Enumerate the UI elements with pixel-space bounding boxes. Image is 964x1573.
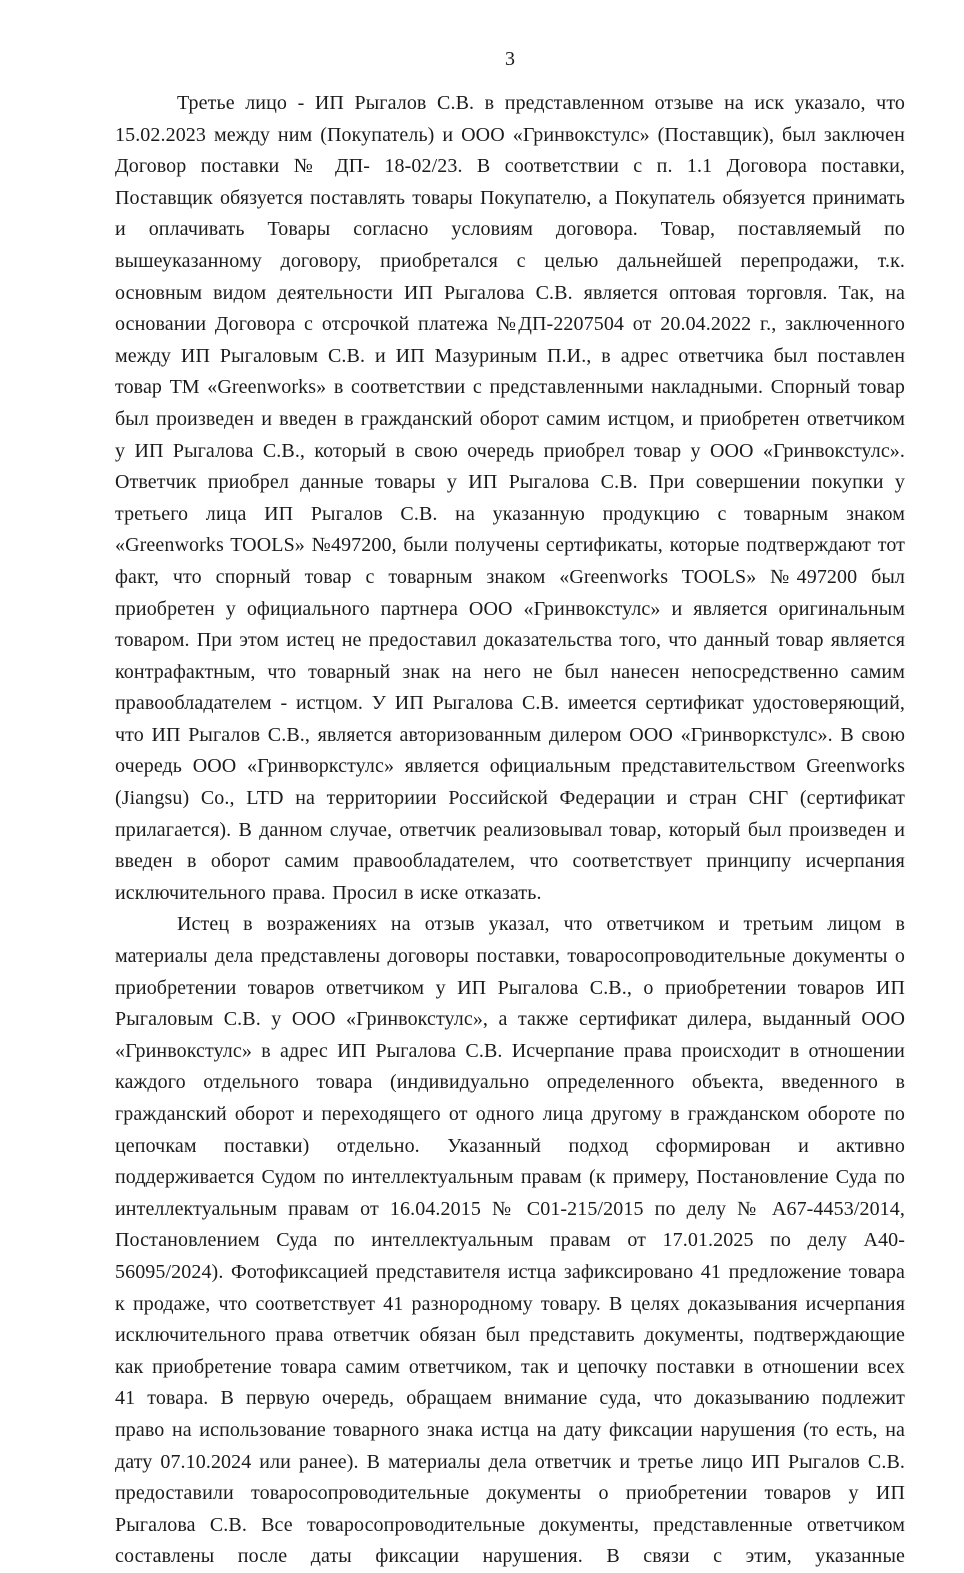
body-paragraph-1: Третье лицо - ИП Рыгалов С.В. в представленном отзыве на иск указало, что 15.02.2023 между ним (Покупатель) и ООО «Гринвокстулс» (Поставщик), был заключен Договор поставки № ДП- 18-02/23. В соответствии с п. 1.1 Договора поставки, Поставщик обязуется поставлять товары Покупателю, а Покупатель обязуется принимать и оплачивать Товары согласно условиям договора. Товар, поставляемый по вышеуказанному договору, приобретался с целью дальнейшей перепродажи, т.к. основным видом деятельности ИП Рыгалова С.В. является оптовая торговля. Так, на основании Договора с отсрочкой платежа №ДП-2207504 от 20.04.2022 г., заключенного между ИП Рыгаловым С.В. и ИП Мазуриным П.И., в адрес ответчика был поставлен товар ТМ «Greenworks» в соответствии с представленными накладными. Спорный товар был произведен и введен в гражданский оборот самим истцом, и приобретен ответчиком у ИП Рыгалова С.В., который в свою очередь приобрел товар у ООО «Гринвокстулс». Ответчик приобрел данные товары у ИП Рыгалова С.В. При совершении покупки у третьего лица ИП Рыгалов С.В. на указанную продукцию с товарным знаком «Greenworks TOOLS» №497200, были получены сертификаты, которые подтверждают тот факт, что спорный товар с товарным знаком «Greenworks TOOLS» №497200 был приобретен у официального партнера ООО «Гринвокстулс» и является оригинальным товаром. При этом истец не предоставил доказательства того, что данный товар является контрафактным, что товарный знак на него не был нанесен непосредственно самим правообладателем - истцом. У ИП Рыгалова С.В. имеется сертификат удостоверяющий, что ИП Рыгалов С.В., является авторизованным дилером ООО «Гринворкстулс». В свою очередь ООО «Гринворкстулс» является официальным представительством Greenworks (Jiangsu) Co., LTD на территориии Российской Федерации и стран СНГ (сертификат прилагается). В данном случае, ответчик реализовывал товар, который был произведен и введен в оборот самим правообладателем, что соответствует принципу исчерпания исключительного права. Просил в иске отказать.	[115, 92, 905, 904]
document-page	[115, 0, 905, 1573]
body-paragraph-2: Истец в возражениях на отзыв указал, что ответчиком и третьим лицом в материалы дела представлены договоры поставки, товаросопроводительные документы о приобретении товаров ответчиком у ИП Рыгалова С.В., о приобретении товаров ИП Рыгаловым С.В. у ООО «Гринвокстулс», а также сертификат дилера, выданный ООО «Гринвокстулс» в адрес ИП Рыгалова С.В. Исчерпание права происходит в отношении каждого отдельного товара (индивидуально определенного объекта, введенного в гражданский оборот и переходящего от одного лица другому в гражданском обороте по цепочкам поставки) отдельно. Указанный подход сформирован и активно поддерживается Судом по интеллектуальным правам (к примеру, Постановление Суда по интеллектуальным правам от 16.04.2015 № С01-215/2015 по делу № А67-4453/2014, Постановлением Суда по интеллектуальным правам от 17.01.2025 по делу А40- 56095/2024). Фотофиксацией представителя истца зафиксировано 41 предложение товара к продаже, что соответствует 41 разнородному товару. В целях доказывания исчерпания исключительного права ответчик обязан был представить документы, подтверждающие как приобретение товара самим ответчиком, так и цепочку поставки в отношении всех 41 товара. В первую очередь, обращаем внимание суда, что доказыванию подлежит право на использование товарного знака истца на дату фиксации нарушения (то есть, на дату 07.10.2024 или ранее). В материалы дела ответчик и третье лицо ИП Рыгалов С.В. предоставили товаросопроводительные документы о приобретении товаров у ИП Рыгалова С.В. Все товаросопроводительные документы, представленные ответчиком составлены после даты фиксации нарушения. В связи с этим, указанные	[115, 913, 905, 1568]
page-number: 3	[505, 48, 515, 70]
